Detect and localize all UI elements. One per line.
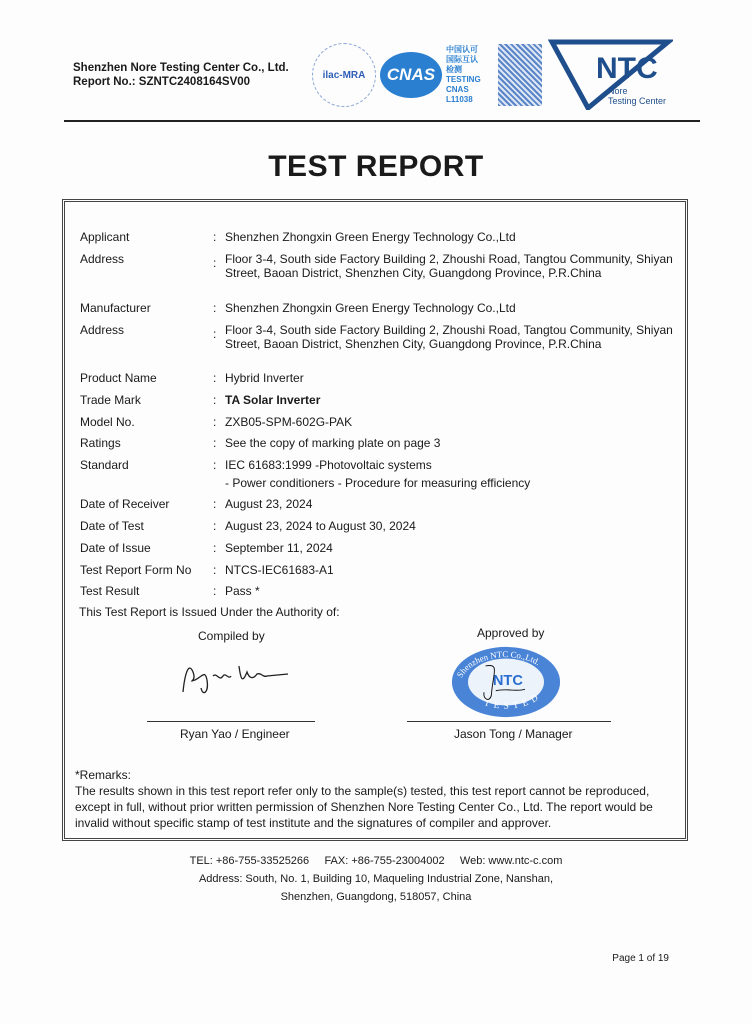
- field-label: Date of Receiver: [80, 497, 170, 511]
- svg-text:Shenzhen NTC Co.,Ltd.: Shenzhen NTC Co.,Ltd.: [454, 649, 542, 680]
- field-value: See the copy of marking plate on page 3: [225, 436, 441, 450]
- field-value: NTCS-IEC61683-A1: [225, 563, 334, 577]
- field-value: Hybrid Inverter: [225, 371, 304, 385]
- svg-text:NTC: NTC: [492, 672, 523, 689]
- footer-contact: TEL: +86-755-33525266 FAX: +86-755-23004002 Web: www.ntc-c.com: [189, 855, 563, 867]
- field-label: Ratings: [80, 436, 121, 450]
- field-colon: :: [213, 563, 217, 577]
- field-value: ZXB05-SPM-602G-PAK: [225, 415, 353, 429]
- authority-statement: This Test Report is Issued Under the Authority of:: [79, 605, 340, 619]
- field-label: Date of Test: [80, 519, 144, 533]
- field-value: Floor 3-4, South side Factory Building 2, Zhoushi Road, Tangtou Community, Shiyan Street, Baoan District, Shenzhen City, Guangdong Province, P.R.China: [225, 323, 673, 351]
- compiled-by-label: Compiled by: [198, 629, 265, 643]
- remarks: [75, 767, 675, 831]
- field-colon: :: [213, 230, 217, 244]
- field-label: Test Report Form No: [80, 563, 192, 577]
- field-colon: :: [213, 371, 217, 385]
- field-label: Trade Mark: [80, 393, 141, 407]
- cnas-text: 中国认可 国际互认 检测 TESTING CNAS L11038: [446, 45, 481, 104]
- accreditation-logos: [312, 40, 542, 110]
- page-number: Page 1 of 19: [612, 953, 669, 964]
- svg-text:Nore: Nore: [608, 86, 628, 96]
- footer: [0, 852, 752, 906]
- approver-name: Jason Tong / Manager: [454, 727, 573, 741]
- page-title: TEST REPORT: [268, 150, 484, 183]
- compiler-name: Ryan Yao / Engineer: [180, 727, 290, 741]
- field-colon: :: [213, 519, 217, 533]
- field-label: Date of Issue: [80, 541, 151, 555]
- field-value: Shenzhen Zhongxin Green Energy Technology Co.,Ltd: [225, 301, 516, 315]
- field-colon: :: [213, 584, 217, 598]
- field-label: Address: [80, 323, 125, 337]
- qr-code: [498, 44, 542, 106]
- company-name: Shenzhen Nore Testing Center Co., Ltd.: [73, 62, 289, 74]
- field-colon: :: [213, 541, 217, 555]
- field-colon: :: [213, 436, 217, 450]
- field-value: September 11, 2024: [225, 541, 333, 555]
- field-value: August 23, 2024 to August 30, 2024: [225, 519, 416, 533]
- ntc-logo: [548, 38, 673, 110]
- svg-text:NTC: NTC: [596, 52, 658, 85]
- field-value: IEC 61683:1999 -Photovoltaic systems: [225, 458, 432, 472]
- footer-address-line2: Shenzhen, Guangdong, 518057, China: [280, 891, 472, 903]
- report-number: Report No.: SZNTC2408164SV00: [73, 76, 251, 88]
- header-company: [73, 61, 289, 89]
- field-colon: :: [213, 301, 217, 315]
- compiler-signature-line: [147, 721, 315, 722]
- field-value: Pass *: [225, 584, 260, 598]
- field-value: August 23, 2024: [225, 497, 313, 511]
- svg-text:Testing Center: Testing Center: [608, 96, 667, 106]
- field-label: Manufacturer: [80, 301, 151, 315]
- field-value: Shenzhen Zhongxin Green Energy Technology Co.,Ltd: [225, 230, 516, 244]
- field-label: Standard: [80, 458, 129, 472]
- cnas-logo: CNAS: [380, 52, 442, 98]
- svg-text:TESTED: TESTED: [482, 690, 545, 712]
- field-colon: :: [213, 327, 217, 341]
- field-colon: :: [213, 393, 217, 407]
- field-value: Floor 3-4, South side Factory Building 2, Zhoushi Road, Tangtou Community, Shiyan Street, Baoan District, Shenzhen City, Guangdong Province, P.R.China: [225, 252, 673, 280]
- report-summary-box: [62, 199, 688, 841]
- field-label: Test Result: [80, 584, 140, 598]
- field-value: TA Solar Inverter: [225, 393, 321, 407]
- header-divider: [64, 120, 700, 122]
- field-colon: :: [213, 458, 217, 472]
- field-colon: :: [213, 497, 217, 511]
- remarks-text: The results shown in this test report refer only to the sample(s) tested, this test report cannot be reproduced, except in full, without prior written permission of Shenzhen Nore Testing Center Co., Ltd. The report would be invalid without specific stamp of test institute and the signatures of compiler and approver.: [75, 784, 653, 830]
- field-colon: :: [213, 415, 217, 429]
- remarks-title: *Remarks:: [75, 768, 132, 782]
- field-value: - Power conditioners - Procedure for measuring efficiency: [225, 476, 531, 490]
- field-label: Model No.: [80, 415, 135, 429]
- footer-address-line1: Address: South, No. 1, Building 10, Maqueling Industrial Zone, Nanshan,: [198, 873, 554, 885]
- ilac-mra-logo: ilac-MRA: [312, 43, 376, 107]
- field-label: Product Name: [80, 371, 157, 385]
- field-label: Address: [80, 252, 125, 266]
- approved-by-label: Approved by: [477, 626, 545, 640]
- compiler-signature: [173, 652, 293, 702]
- field-label: Applicant: [80, 230, 130, 244]
- field-colon: :: [213, 256, 217, 270]
- approver-signature-line: [407, 721, 611, 722]
